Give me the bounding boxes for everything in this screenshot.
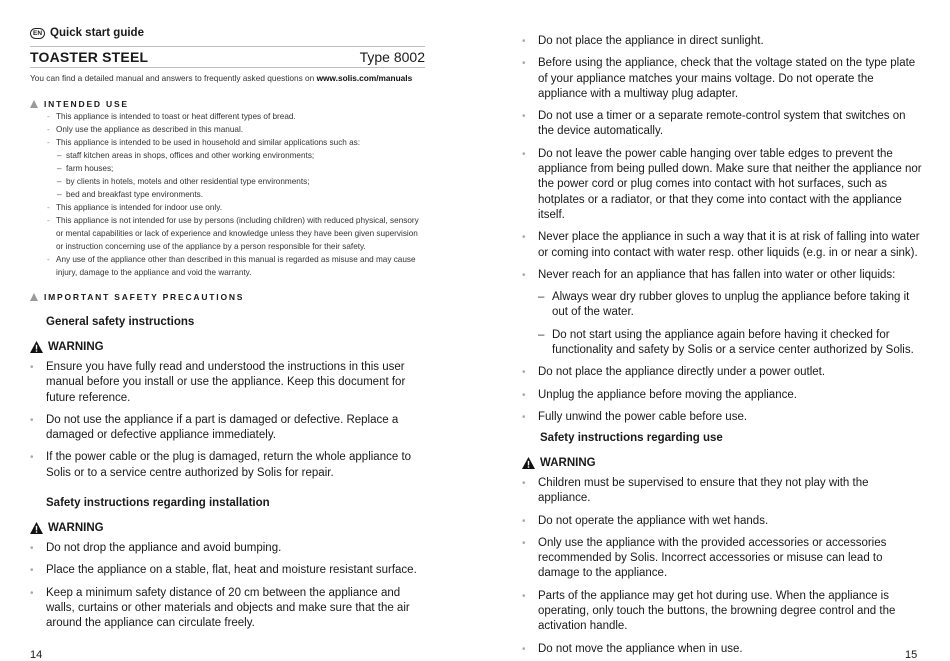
intro-sentence: You can find a detailed manual and answers to frequently asked questions on	[30, 73, 317, 83]
list-item: • Unplug the appliance before moving the appliance.	[522, 388, 922, 403]
list-item: - This appliance is intended to be used in household and similar applications such as:	[47, 136, 427, 149]
model-type: Type 8002	[359, 49, 425, 65]
left-page	[30, 0, 425, 660]
list-item: • Before using the appliance, check that the voltage stated on the type plate of your appliance matches your mains voltage. Do not operate the appliance with a multiway plug adapter.	[522, 56, 922, 102]
list-item: - Only use the appliance as described in this manual.	[47, 123, 427, 136]
installation-title: Safety instructions regarding installation	[46, 497, 270, 509]
list-item: • Fully unwind the power cable before use.	[522, 410, 922, 425]
list-item: - This appliance is not intended for use by persons (including children) with reduced physical, sensory or mental capabilities or lack of experience and knowledge unless they have been given supervision or instruction concerning use of the appliance by a person responsible for their safety.	[47, 214, 427, 253]
page-number-left: 14	[30, 649, 43, 661]
list-item: • Never reach for an appliance that has fallen into water or other liquids:	[522, 268, 922, 283]
list-item: • Place the appliance on a stable, flat, heat and moisture resistant surface.	[30, 563, 430, 578]
list-item: – Always wear dry rubber gloves to unplug the appliance before taking it out of the water.	[522, 290, 922, 321]
safety-heading-text: IMPORTANT SAFETY PRECAUTIONS	[44, 292, 245, 302]
right-page	[522, 0, 922, 660]
list-item: • Do not drop the appliance and avoid bumping.	[30, 541, 430, 556]
title-row	[30, 46, 425, 68]
warning-installation	[30, 522, 104, 534]
guide-title: Quick start guide	[50, 27, 144, 39]
general-safety-list	[30, 360, 430, 481]
list-item: – staff kitchen areas in shops, offices and other working environments;	[47, 149, 427, 162]
guide-header	[30, 27, 144, 39]
intended-use-heading-text: INTENDED USE	[44, 99, 129, 109]
warning-icon	[30, 522, 43, 534]
page-number-right: 15	[905, 649, 918, 661]
list-item: – farm houses;	[47, 162, 427, 175]
list-item: - This appliance is intended to toast or heat different types of bread.	[47, 110, 427, 123]
list-item: • If the power cable or the plug is damaged, return the whole appliance to Solis or to a service centre authorized by Solis for repair.	[30, 450, 430, 481]
warning-label: WARNING	[48, 341, 104, 353]
manuals-link[interactable]: www.solis.com/manuals	[316, 73, 413, 83]
warning-triangle-icon	[30, 100, 38, 108]
installation-list	[30, 541, 430, 631]
list-item: • Do not use the appliance if a part is damaged or defective. Replace a damaged or defective appliance immediately.	[30, 413, 430, 444]
safety-heading	[30, 292, 244, 302]
list-item: • Do not use a timer or a separate remote-control system that switches on the device automatically.	[522, 109, 922, 140]
list-item: • Do not operate the appliance with wet hands.	[522, 514, 922, 529]
language-badge: EN	[30, 28, 45, 39]
list-item: – bed and breakfast type environments.	[47, 188, 427, 201]
intended-use-list	[47, 110, 427, 279]
warning-general	[30, 341, 104, 353]
use-safety-list	[522, 476, 922, 657]
safety-list-continued	[522, 34, 922, 425]
warning-triangle-icon	[30, 293, 38, 301]
list-item: - This appliance is intended for indoor use only.	[47, 201, 427, 214]
intended-use-heading	[30, 99, 129, 109]
general-safety-title: General safety instructions	[46, 316, 195, 328]
model-name: TOASTER STEEL	[30, 49, 149, 65]
list-item: • Do not move the appliance when in use.	[522, 642, 922, 657]
list-item: • Ensure you have fully read and understood the instructions in this user manual before you install or use the appliance. Keep this document for future reference.	[30, 360, 430, 406]
list-item: – by clients in hotels, motels and other residential type environments;	[47, 175, 427, 188]
list-item: • Parts of the appliance may get hot during use. When the appliance is operating, only touch the buttons, the browning degree control and the activation handle.	[522, 589, 922, 635]
list-item: • Keep a minimum safety distance of 20 cm between the appliance and walls, curtains or other materials and objects and make sure that the air around the appliance can circulate freely.	[30, 586, 430, 632]
warning-label: WARNING	[540, 457, 596, 469]
warning-icon	[522, 457, 535, 469]
list-item: • Do not place the appliance in direct sunlight.	[522, 34, 922, 49]
intro-text	[30, 73, 412, 83]
warning-use	[522, 457, 596, 469]
list-item: • Do not leave the power cable hanging over table edges to prevent the appliance from being pulled down. Make sure that neither the appliance nor the power cord or plug comes into contact with hot surfaces, such as hotplates or a radiator, or that they come into contact with the appliance itself.	[522, 147, 922, 223]
use-safety-title: Safety instructions regarding use	[540, 432, 723, 444]
list-item: - Any use of the appliance other than described in this manual is regarded as misuse and may cause injury, damage to the appliance and void the warranty.	[47, 253, 427, 279]
list-item: • Never place the appliance in such a way that it is at risk of falling into water or coming into contact with water resp. other liquids (e.g. in or near a sink).	[522, 230, 922, 261]
list-item: • Only use the appliance with the provided accessories or accessories recommended by Solis. Incorrect accessories or misuse can lead to damage to the appliance.	[522, 536, 922, 582]
list-item: – Do not start using the appliance again before having it checked for functionality and safety by Solis or a service center authorized by Solis.	[522, 328, 922, 359]
warning-icon	[30, 341, 43, 353]
list-item: • Children must be supervised to ensure that they not play with the appliance.	[522, 476, 922, 507]
warning-label: WARNING	[48, 522, 104, 534]
list-item: • Do not place the appliance directly under a power outlet.	[522, 365, 922, 380]
